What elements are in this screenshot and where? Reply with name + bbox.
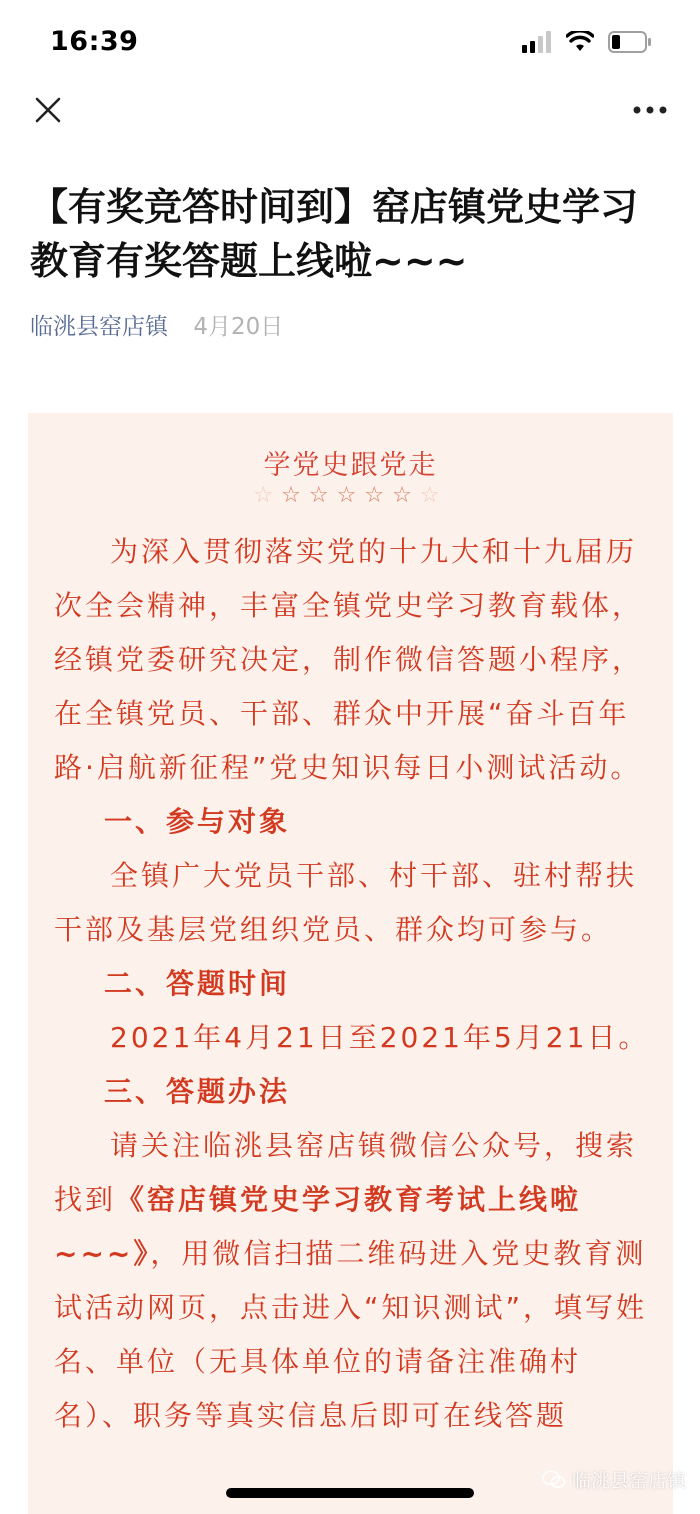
- battery-icon: [608, 31, 652, 53]
- section-heading-participants: 一、参与对象: [104, 805, 291, 838]
- article-meta: [30, 308, 283, 341]
- section-heading-method: 三、答题办法: [104, 1075, 291, 1108]
- paragraph-participants: 全镇广大党员干部、村干部、驻村帮扶干部及基层党组织党员、群众均可参与。: [54, 859, 638, 946]
- author-link[interactable]: 临洮县窑店镇: [30, 314, 168, 340]
- status-bar: [0, 0, 700, 80]
- more-button[interactable]: [628, 92, 672, 128]
- paragraph-method: [54, 1119, 654, 1443]
- watermark-text: 临洮县窑店镇: [571, 1470, 686, 1492]
- paragraph-intro: 为深入贯彻落实党的十九大和十九届历次全会精神，丰富全镇党史学习教育载体，经镇党委研究决定，制作微信答题小程序，在全镇党员、干部、群众中开展“奋斗百年路·启航新征程”党史知识每日小测试活动。: [54, 535, 644, 784]
- article-reference-link[interactable]: 《窑店镇党史学习教育考试上线啦~~~》: [54, 1183, 582, 1270]
- watermark: [542, 1466, 686, 1493]
- paragraph-time: 2021年4月21日至2021年5月21日。: [110, 1021, 650, 1054]
- nav-bar: [0, 82, 700, 142]
- article-title: 【有奖竞答时间到】窑店镇党史学习教育有奖答题上线啦~~~: [30, 185, 639, 283]
- signal-icon: [522, 31, 552, 53]
- publish-date: 4月20日: [193, 314, 284, 340]
- star-divider: ☆☆☆☆☆☆☆: [253, 483, 448, 508]
- close-icon: [30, 92, 66, 128]
- close-button[interactable]: [30, 92, 66, 128]
- article-content: [28, 413, 673, 1514]
- home-indicator[interactable]: [226, 1488, 474, 1498]
- status-icons: [522, 30, 652, 54]
- wechat-icon: [542, 1470, 566, 1490]
- status-time: 16:39: [50, 26, 139, 57]
- banner-title: 学党史跟党走: [263, 450, 438, 481]
- article-body: [54, 525, 654, 1443]
- section-heading-time: 二、答题时间: [104, 967, 291, 1000]
- method-text-c: ，用微信扫描二维码进入党史教育测试活动网页，点击进入“知识测试”，填写姓名、单位（无具体单位的请备注准确村名）、职务等真实信息后即可在线答题: [54, 1237, 648, 1432]
- method-text-a: 请关注临洮县窑店镇微信公众号，搜索找到: [54, 1129, 638, 1216]
- more-dots-icon: [628, 92, 672, 128]
- wifi-icon: [566, 31, 594, 53]
